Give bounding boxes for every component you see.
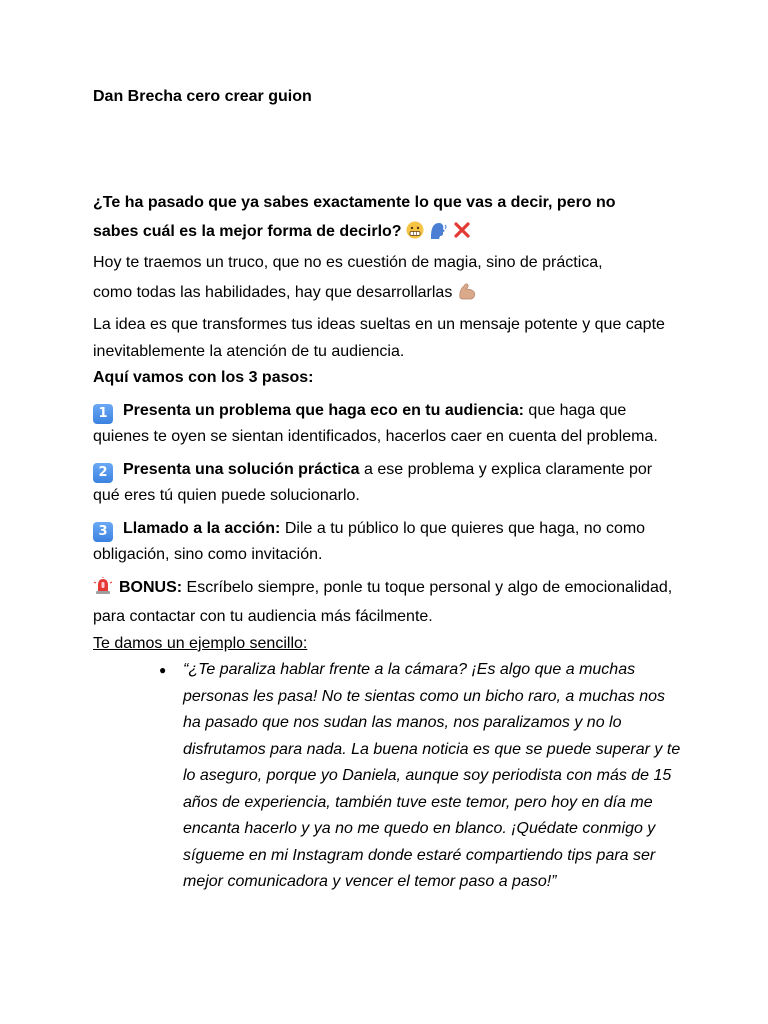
intro-line-2-text: como todas las habilidades, hay que desarrollarlas	[93, 284, 453, 301]
step-2	[93, 457, 683, 510]
keycap-digit-icon: 1	[93, 404, 113, 424]
bonus-paragraph	[93, 575, 683, 631]
example-heading	[93, 631, 683, 658]
question-line-1: ¿Te ha pasado que ya sabes exactamente lo que vas a decir, pero no	[93, 194, 616, 211]
speaking-head-icon	[428, 220, 448, 250]
idea-paragraph: La idea es que transformes tus ideas sueltas en un mensaje potente y que capte inevitablemente la atención de tu audiencia.	[93, 316, 665, 360]
cross-mark-icon	[453, 220, 471, 250]
document-body	[93, 190, 683, 896]
example-quote: “¿Te paraliza hablar frente a la cámara? ¡Es algo que a muchas personas les pasa! No te sientas como un bicho raro, a muchas nos ha pasado que nos sudan las manos, nos paralizamos y no lo disfrutamos para nada. La buena noticia es que se puede superar y te lo aseguro, porque yo Daniela, aunque soy periodista con más de 15 años de experiencia, también tuve este temor, pero hoy en día me encanta hacerlo y ya no me quedo en blanco. ¡Quédate conmigo y sígueme en mi Instagram donde estaré compartiendo tips para ser mejor comunicadora y vencer el temor paso a paso!”	[183, 661, 681, 890]
example-label: Te damos un ejemplo sencillo:	[93, 634, 308, 652]
steps-heading	[93, 365, 683, 392]
intro-line-1: Hoy te traemos un truco, que no es cuestión de magia, sino de práctica,	[93, 253, 603, 271]
example-list	[93, 657, 683, 896]
keycap-digit-icon: 3	[93, 522, 113, 542]
step-1-bold: Presenta un problema que haga eco en tu audiencia:	[123, 401, 524, 419]
police-light-icon	[93, 577, 113, 605]
step-3-text: Dile a tu público lo que quieres que haga, no como obligación, sino como invitación.	[93, 519, 646, 563]
step-2-bold: Presenta una solución práctica	[123, 460, 360, 478]
bullet-icon: ●	[159, 663, 167, 677]
step-3-bold: Llamado a la acción:	[123, 519, 281, 537]
step-1-text: que haga que quienes te oyen se sientan identificados, hacerlos caer en cuenta del problema.	[93, 401, 658, 445]
bonus-label: BONUS:	[119, 578, 183, 596]
step-1	[93, 398, 683, 451]
steps-heading-text: Aquí vamos con los 3 pasos:	[93, 369, 314, 386]
grimacing-face-icon	[406, 220, 424, 250]
bonus-text: Escríbelo siempre, ponle tu toque personal y algo de emocionalidad, para contactar con tu audiencia más fácilmente.	[93, 578, 673, 625]
step-2-text: a ese problema y explica claramente por qué eres tú quien puede solucionarlo.	[93, 460, 653, 504]
step-3	[93, 516, 683, 569]
keycap-digit-icon: 2	[93, 463, 113, 483]
question-line-2-text: sabes cuál es la mejor forma de decirlo?	[93, 222, 402, 240]
question-line-2	[93, 217, 683, 250]
intro-line-2	[93, 276, 683, 312]
document-title: Dan Brecha cero crear guion	[93, 88, 312, 105]
list-item	[159, 657, 683, 896]
flexed-biceps-icon	[457, 279, 477, 312]
